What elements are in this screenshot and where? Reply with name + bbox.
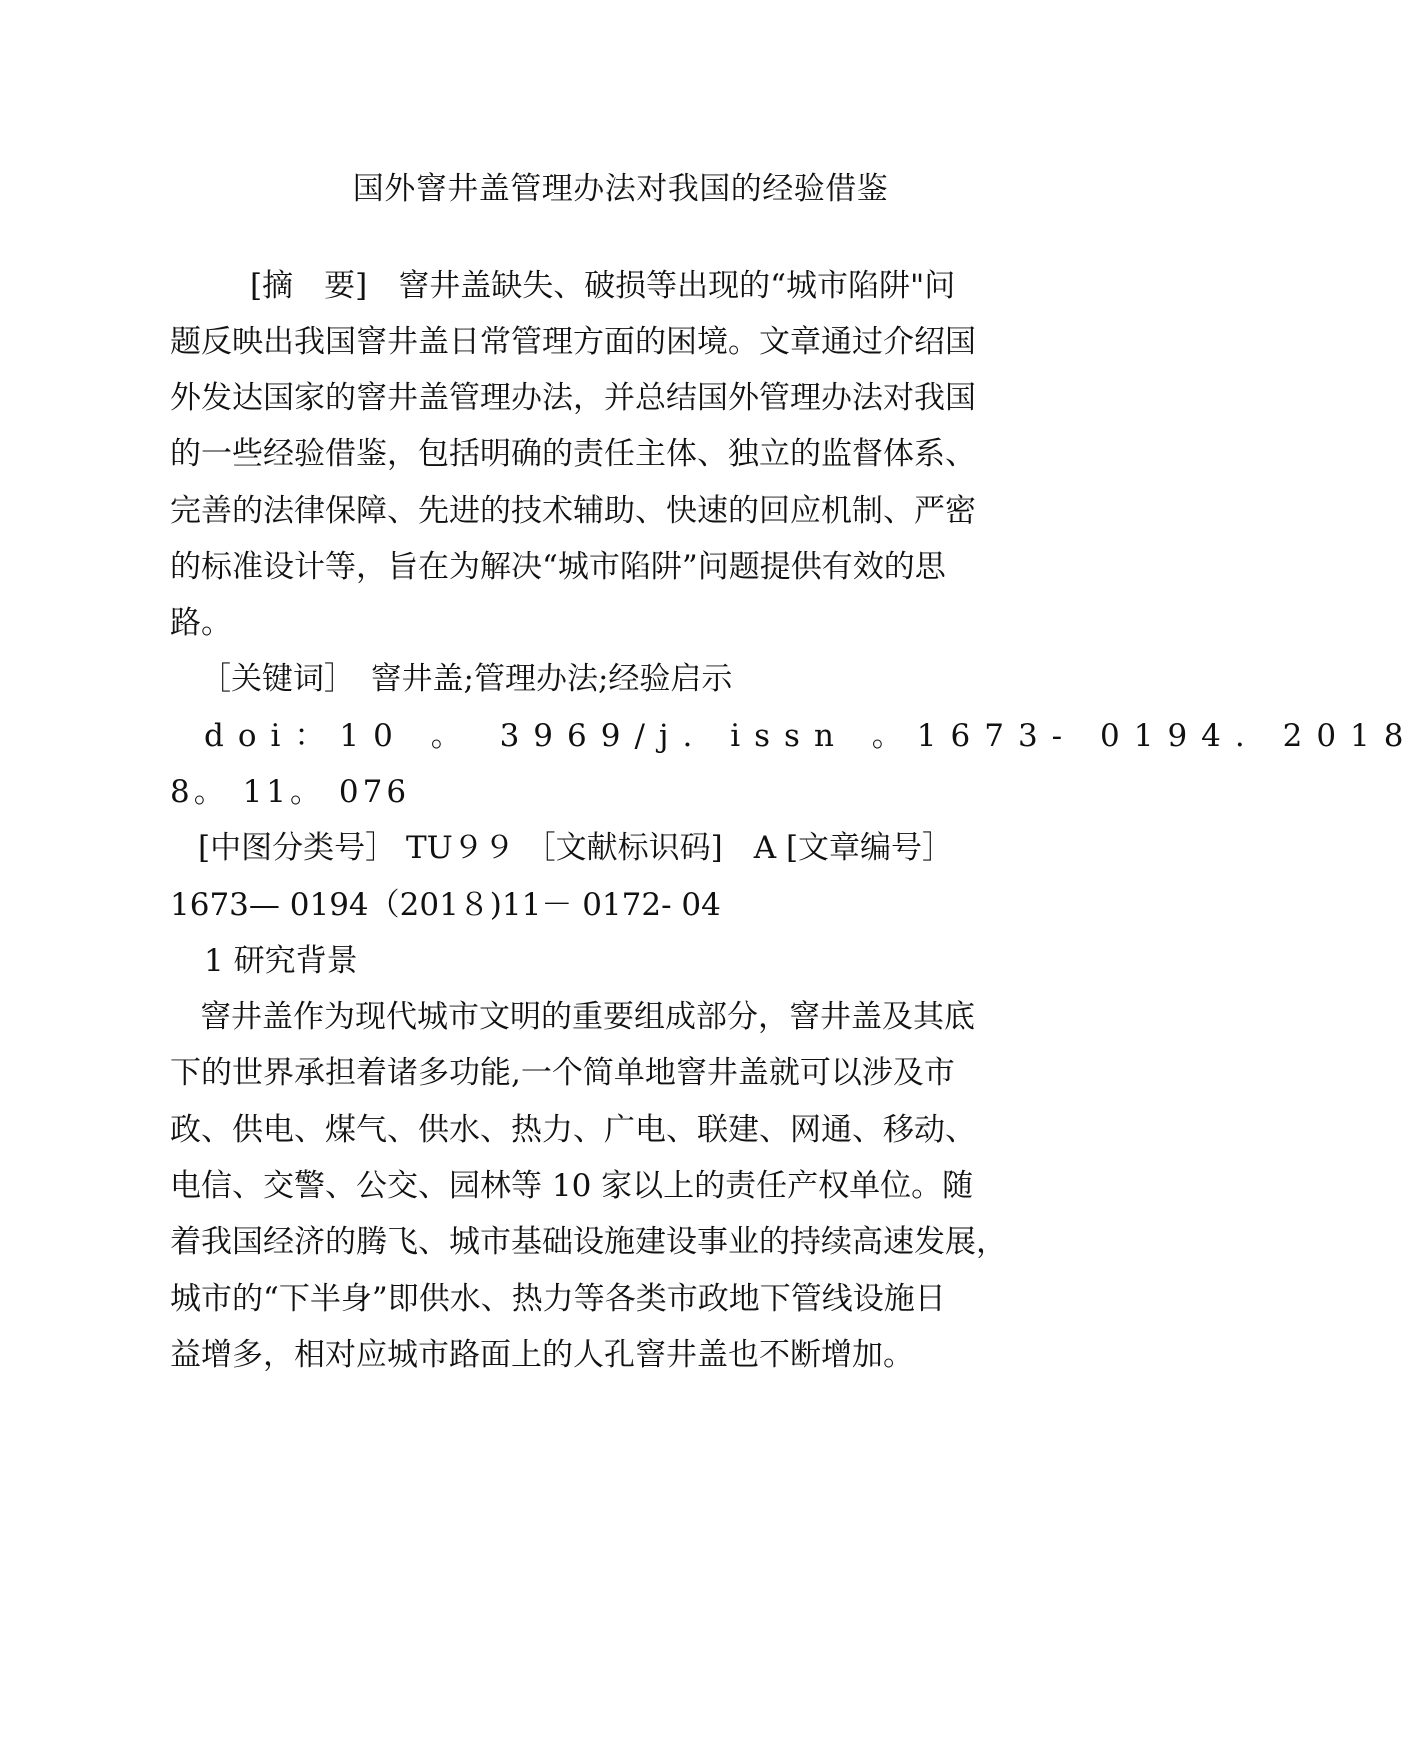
body-line-4: 电信、交警、公交、园林等 10 家以上的责任产权单位。随 (170, 1168, 974, 1204)
body-line-5: 着我国经济的腾飞、城市基础设施建设事业的持续高速发展， (170, 1224, 1007, 1260)
abstract-line-2: 题反映出我国窨井盖日常管理方面的困境。文章通过介绍国 (170, 324, 976, 360)
abstract-line-6: 的标准设计等，旨在为解决“城市陷阱”问题提供有效的思 (170, 549, 946, 585)
document-title: 国外窨井盖管理办法对我国的经验借鉴 (352, 171, 889, 207)
body-line-2: 下的世界承担着诸多功能,一个简单地窨井盖就可以涉及市 (170, 1055, 955, 1091)
doi-line-continued: 8。 11。 076 (170, 774, 411, 810)
body-line-1: 窨井盖作为现代城市文明的重要组成部分，窨井盖及其底 (200, 999, 975, 1035)
abstract-line-4: 的一些经验借鉴，包括明确的责任主体、独立的监督体系、 (170, 436, 976, 472)
classification-line: [中图分类号］ TU９９ ［文献标识码] A [文章编号］ (198, 830, 954, 866)
article-number-line: 1673— 0194（201８)11－ 0172- 04 (170, 887, 721, 923)
doi-line: doi：10 。 3969/j. issn 。1673- 0194. 2018 (204, 718, 1418, 754)
abstract-line-5: 完善的法律保障、先进的技术辅助、快速的回应机制、严密 (170, 493, 976, 529)
body-line-3: 政、供电、煤气、供水、热力、广电、联建、网通、移动、 (170, 1112, 976, 1148)
section-heading: 1 研究背景 (204, 943, 358, 979)
abstract-line-7: 路。 (170, 605, 232, 641)
abstract-line-1: [摘 要] 窨井盖缺失、破损等出现的“城市陷阱"问 (250, 268, 956, 304)
keywords-line: ［关键词］ 窨井盖;管理办法;经验启示 (200, 661, 733, 697)
body-line-7: 益增多，相对应城市路面上的人孔窨井盖也不断增加。 (170, 1337, 914, 1373)
abstract-line-3: 外发达国家的窨井盖管理办法，并总结国外管理办法对我国 (170, 380, 976, 416)
body-line-6: 城市的“下半身”即供水、热力等各类市政地下管线设施日 (170, 1281, 946, 1317)
